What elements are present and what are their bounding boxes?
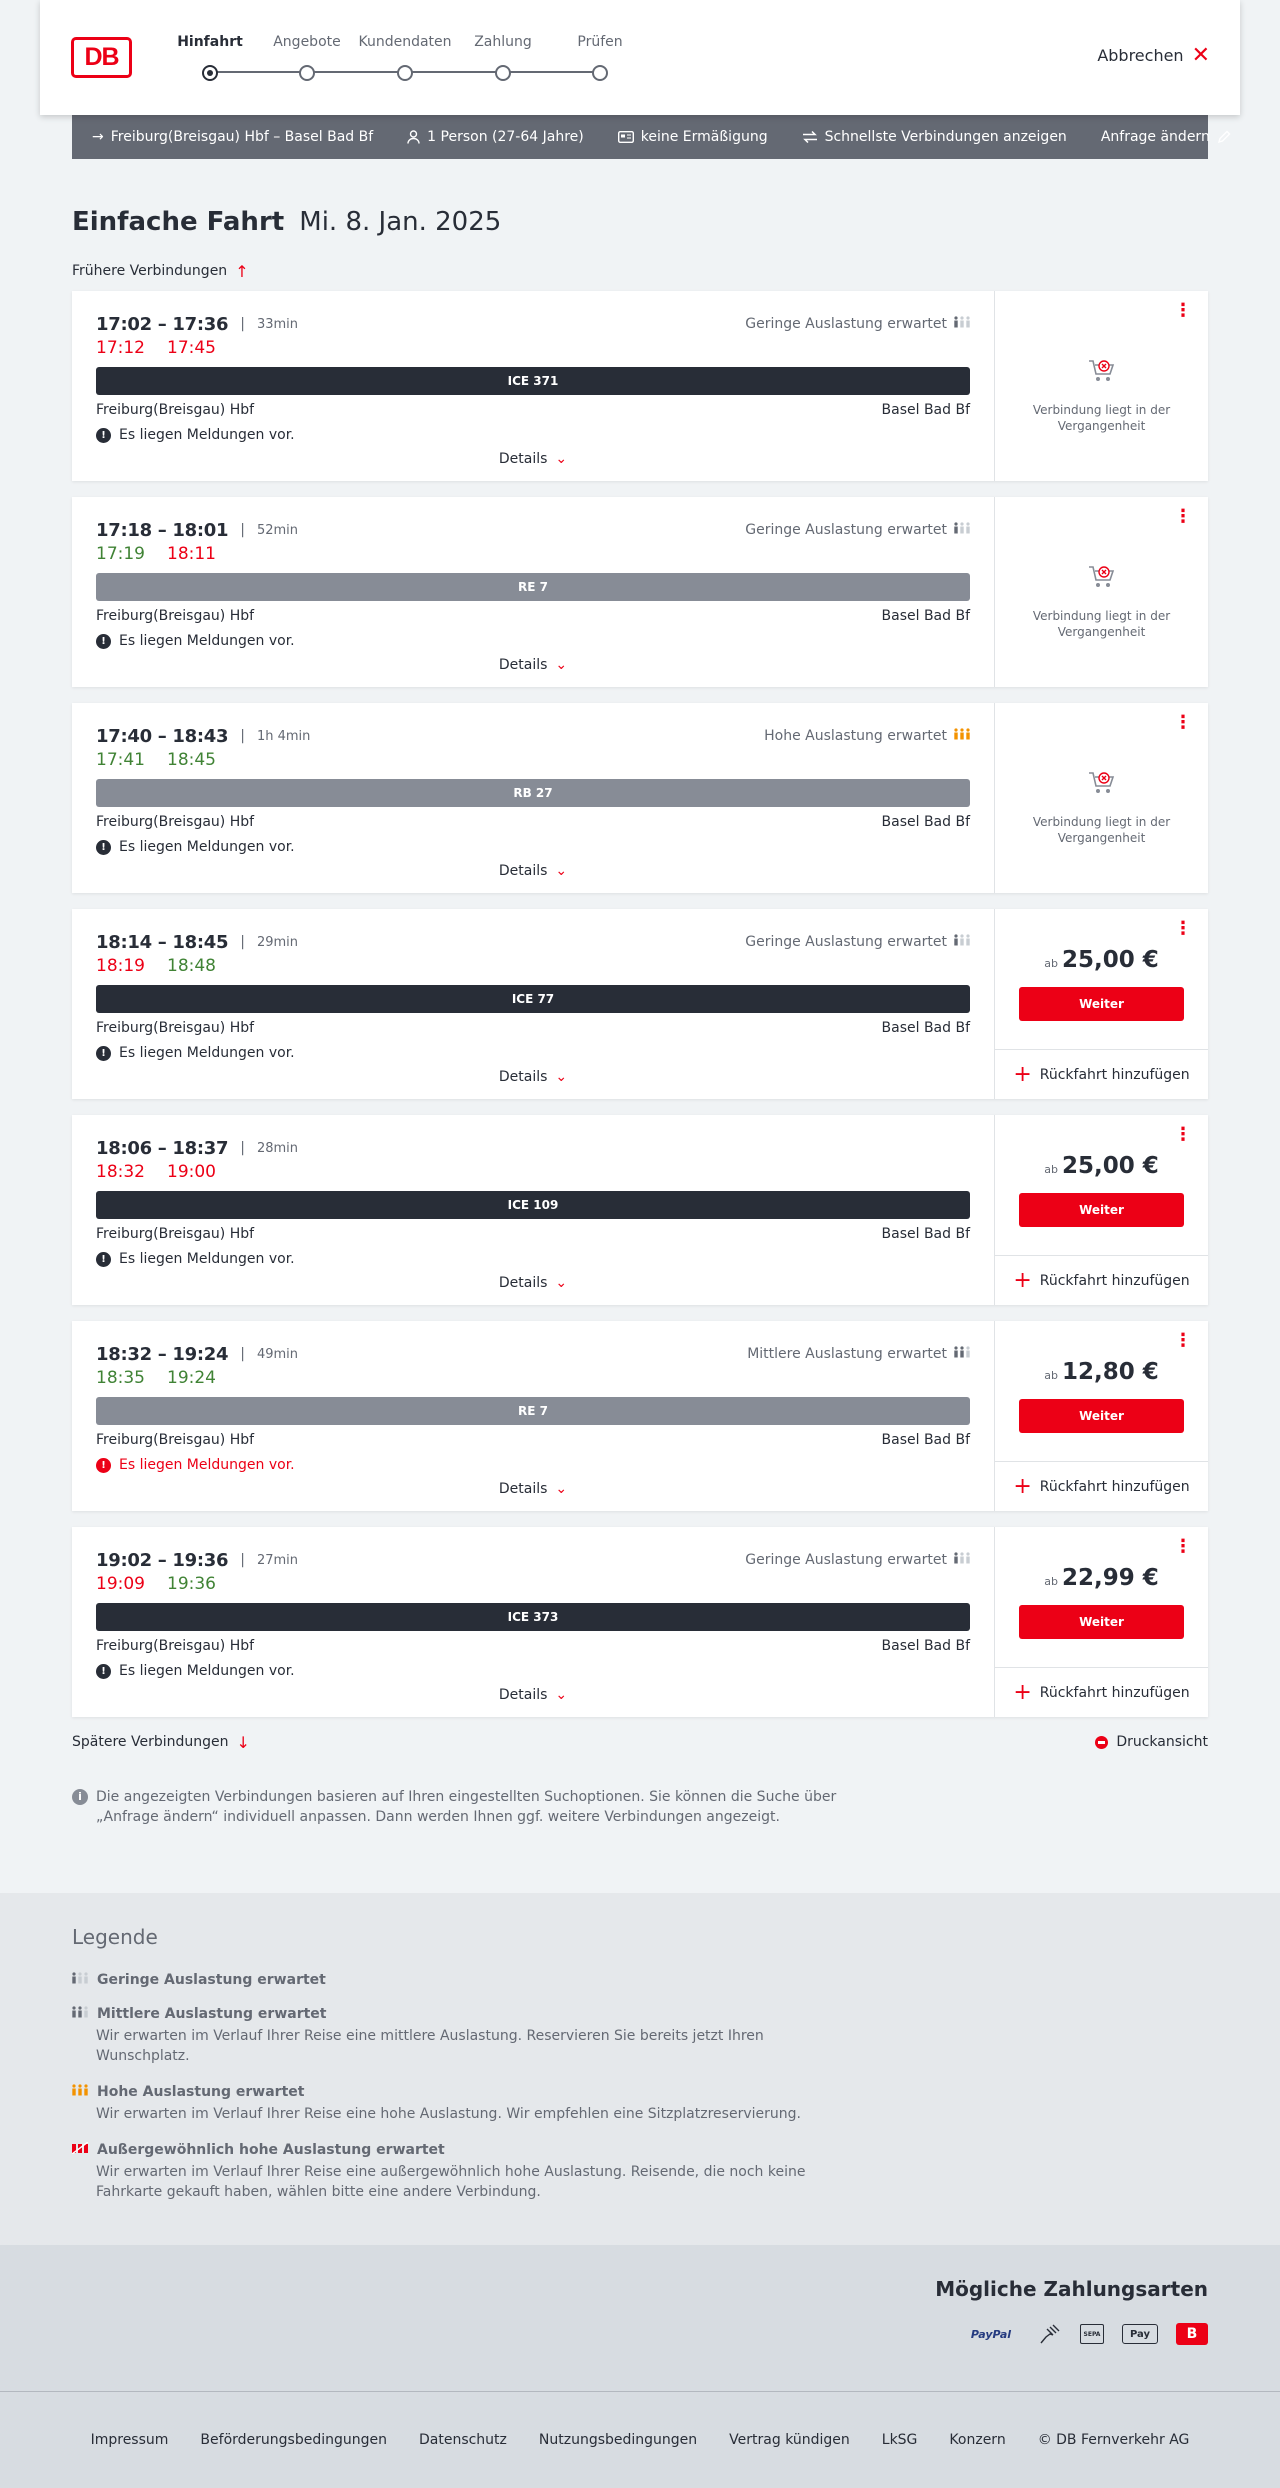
occupancy-text: Geringe Auslastung erwartet [745,1552,947,1568]
price [1044,1153,1159,1179]
train-bar[interactable]: RB 27 [96,779,970,807]
chevron-down-icon: ⌄ [555,1069,568,1085]
price-amount: 22,99 € [1061,1565,1159,1591]
realtime-row [96,338,970,360]
message-text: Es liegen Meldungen vor. [119,633,295,649]
connection-card [72,1321,1208,1511]
messages-notice [96,632,970,650]
fastest-text: Schnellste Verbindungen anzeigen [824,129,1067,145]
message-text: Es liegen Meldungen vor. [119,839,295,855]
card-icon [618,131,634,143]
duration: 27min [256,1552,299,1568]
plus-icon: + [1013,1061,1032,1087]
legend-item [72,1972,1208,1988]
realtime-row [96,1574,970,1596]
print-view-link[interactable] [1095,1734,1208,1750]
connection-details[interactable] [72,1115,995,1305]
close-icon: ✕ [1191,42,1210,68]
step-zahlung [448,34,558,81]
step-label: Prüfen [577,34,623,50]
past-text: Verbindung liegt in der Vergangenheit [1032,815,1171,845]
occupancy-indicator [745,1552,970,1568]
times-row [96,1343,970,1365]
price-prefix: ab [1044,1163,1058,1176]
occupancy-icon [954,1552,970,1568]
cart-unavailable-icon [1088,564,1116,594]
details-label: Details [498,1687,548,1703]
connection-details[interactable] [72,497,995,687]
hand-card-icon [1038,2323,1062,2345]
realtime-arrival: 18:11 [167,544,216,564]
details-toggle[interactable] [72,1275,994,1291]
cart-unavailable-icon [1088,770,1116,800]
pencil-icon [1217,130,1231,144]
past-text: Verbindung liegt in der Vergangenheit [1032,403,1171,433]
connection-details[interactable] [72,1527,995,1717]
exclamation-icon: ! [96,634,111,649]
details-toggle[interactable] [72,1069,994,1085]
chevron-down-icon: ⌄ [555,1687,568,1703]
price-amount: 25,00 € [1061,947,1159,973]
summary-fastest [802,129,1067,145]
details-label: Details [498,1069,548,1085]
occupancy-icon [72,1972,88,1988]
earlier-label: Frühere Verbindungen [72,263,228,279]
step-label: Zahlung [474,34,532,50]
messages-notice [96,1456,970,1474]
cart-unavailable-icon [1088,358,1116,388]
origin-station: Freiburg(Breisgau) Hbf [96,1226,255,1242]
more-options-icon[interactable]: ⋮ [1174,712,1192,733]
duration: 28min [256,1140,299,1156]
step-label: Hinfahrt [177,34,243,50]
plus-icon: + [1013,1679,1032,1705]
connection-card [72,1527,1208,1717]
scheduled-times: 18:32 – 19:24 [96,1343,229,1365]
origin-station: Freiburg(Breisgau) Hbf [96,608,255,624]
payment-title: Mögliche Zahlungsarten [935,2277,1208,2301]
separator: | [240,316,245,332]
more-options-icon[interactable]: ⋮ [1174,1124,1192,1145]
times-row [96,725,970,747]
occupancy-text: Geringe Auslastung erwartet [745,316,947,332]
sepa-icon: SEPA [1080,2324,1104,2344]
details-label: Details [498,451,548,467]
legend-item [72,2006,1208,2066]
exclamation-icon: ! [96,1252,111,1267]
separator: | [240,1346,245,1362]
add-return-label: Rückfahrt hinzufügen [1039,1066,1190,1083]
realtime-departure: 17:19 [96,544,145,564]
separator: | [240,1140,245,1156]
info-icon: i [72,1789,88,1805]
connection-card [72,909,1208,1099]
add-return-button[interactable] [995,1668,1208,1717]
stations-row [96,608,970,626]
scheduled-times: 19:02 – 19:36 [96,1549,229,1571]
destination-station: Basel Bad Bf [881,608,970,624]
stations-row [96,1638,970,1656]
occupancy-text: Mittlere Auslastung erwartet [747,1346,947,1362]
messages-notice [96,1044,970,1062]
stations-row [96,1432,970,1450]
realtime-departure: 17:12 [96,338,145,358]
destination-station: Basel Bad Bf [881,1226,970,1242]
plus-icon: + [1013,1473,1032,1499]
occupancy-indicator [745,934,970,950]
more-options-icon[interactable]: ⋮ [1174,1536,1192,1557]
change-request-button[interactable] [1101,129,1231,145]
messages-notice [96,1250,970,1268]
add-return-button[interactable] [995,1050,1208,1099]
occupancy-icon [72,2006,88,2022]
add-return-label: Rückfahrt hinzufügen [1039,1478,1190,1495]
legend-label: Mittlere Auslastung erwartet [97,2006,327,2022]
offer-panel [995,1527,1208,1717]
connection-card [72,1115,1208,1305]
stations-row [96,1226,970,1244]
duration: 52min [256,522,299,538]
legend-list [72,1972,1208,2202]
connection-card [72,291,1208,481]
origin-station: Freiburg(Breisgau) Hbf [96,814,255,830]
payment-section [0,2245,1280,2391]
search-summary-bar [72,115,1208,159]
message-text: Es liegen Meldungen vor. [119,1045,295,1061]
stations-row [96,814,970,832]
times-row [96,1137,970,1159]
details-toggle[interactable] [72,1481,994,1497]
train-bar[interactable]: RE 7 [96,573,970,601]
summary-route [92,129,373,145]
cancel-button[interactable] [1097,42,1210,68]
chevron-down-icon: ⌄ [555,863,568,879]
details-toggle[interactable] [72,657,994,673]
destination-station: Basel Bad Bf [881,402,970,418]
train-bar[interactable]: ICE 109 [96,1191,970,1219]
footer-link[interactable]: © DB Fernverkehr AG [1037,2432,1190,2448]
price-prefix: ab [1044,1575,1058,1588]
add-return-button[interactable] [995,1256,1208,1305]
arrow-down-icon: ↓ [236,1732,250,1752]
origin-station: Freiburg(Breisgau) Hbf [96,1020,255,1036]
realtime-departure: 19:09 [96,1574,145,1594]
trip-date: Mi. 8. Jan. 2025 [299,207,502,237]
continue-button[interactable]: Weiter [1019,987,1184,1021]
exclamation-icon: ! [96,1664,111,1679]
origin-station: Freiburg(Breisgau) Hbf [96,1432,255,1448]
offer-panel [995,291,1208,481]
step-label: Angebote [273,34,341,50]
scheduled-times: 18:06 – 18:37 [96,1137,229,1159]
separator: | [240,522,245,538]
details-label: Details [498,657,548,673]
occupancy-icon [954,522,970,538]
message-text: Es liegen Meldungen vor. [119,1663,295,1679]
realtime-arrival: 19:24 [167,1368,216,1388]
scheduled-times: 17:02 – 17:36 [96,313,229,335]
realtime-departure: 18:35 [96,1368,145,1388]
more-options-icon[interactable]: ⋮ [1174,506,1192,527]
realtime-arrival: 19:36 [167,1574,216,1594]
duration: 33min [256,316,299,332]
occupancy-icon [954,934,970,950]
destination-station: Basel Bad Bf [881,814,970,830]
info-text: Die angezeigten Verbindungen basieren auf Ihren eingestellten Suchoptionen. Sie können die Suche über „Anfrage ändern“ individuell anpassen. Dann werden Ihnen ggf. weitere Verbindungen angezeigt. [96,1789,837,1825]
persons-text: 1 Person (27-64 Jahre) [427,129,584,145]
times-row [96,931,970,953]
price [1044,947,1159,973]
legend-item-title [72,2084,1208,2100]
cancel-label: Abbrechen [1097,46,1184,65]
page-title [72,207,1208,241]
more-options-icon[interactable]: ⋮ [1174,918,1192,939]
footer-link[interactable]: Datenschutz [418,2432,507,2448]
stations-row [96,1020,970,1038]
step-dot [202,65,218,81]
offer-panel [995,703,1208,893]
chevron-down-icon: ⌄ [555,1275,568,1291]
step-dot [495,65,511,81]
destination-station: Basel Bad Bf [881,1638,970,1654]
connection-details[interactable] [72,291,995,481]
train-bar[interactable]: ICE 371 [96,367,970,395]
chevron-down-icon: ⌄ [555,657,568,673]
details-toggle[interactable] [72,1687,994,1703]
separator: | [240,728,245,744]
trip-type: Einfache Fahrt [72,207,285,237]
paypal-icon: PayPal [970,2327,1012,2341]
origin-station: Freiburg(Breisgau) Hbf [96,1638,255,1654]
continue-button[interactable]: Weiter [1019,1605,1184,1639]
occupancy-icon [72,2084,88,2100]
change-request-label: Anfrage ändern [1100,129,1210,145]
details-toggle[interactable] [72,451,994,467]
legend-title: Legende [72,1925,158,1949]
realtime-arrival: 18:45 [167,750,216,770]
occupancy-icon [72,2142,88,2158]
legend-item [72,2142,1208,2202]
offer-panel [995,497,1208,687]
destination-station: Basel Bad Bf [881,1020,970,1036]
connection-details[interactable] [72,909,995,1099]
arrow-right-icon: → [92,129,104,145]
print-label: Druckansicht [1116,1734,1208,1750]
step-dot [397,65,413,81]
realtime-arrival: 18:48 [167,956,216,976]
chevron-down-icon: ⌄ [555,451,568,467]
price [1044,1565,1159,1591]
footer-link[interactable]: Nutzungsbedingungen [538,2432,698,2448]
continue-button[interactable]: Weiter [1019,1399,1184,1433]
details-toggle[interactable] [72,863,994,879]
realtime-departure: 18:32 [96,1162,145,1182]
exclamation-icon: ! [96,1046,111,1061]
legend-item-title [72,2142,1208,2158]
messages-notice [96,838,970,856]
step-angebote [252,34,362,81]
price-prefix: ab [1044,957,1058,970]
times-row [96,1549,970,1571]
legend-label: Geringe Auslastung erwartet [97,1972,326,1988]
occupancy-icon [954,728,970,744]
realtime-departure: 17:41 [96,750,145,770]
person-icon [407,130,420,144]
origin-station: Freiburg(Breisgau) Hbf [96,402,255,418]
legend-description: Wir erwarten im Verlauf Ihrer Reise eine hohe Auslastung. Wir empfehlen eine Sitzplatzreservierung. [96,2106,801,2122]
footer-link[interactable]: Konzern [949,2432,1006,2448]
realtime-arrival: 19:00 [167,1162,216,1182]
past-text: Verbindung liegt in der Vergangenheit [1032,609,1171,639]
occupancy-icon [954,316,970,332]
message-text: Es liegen Meldungen vor. [119,427,295,443]
header-card [40,0,1240,115]
discount-text: keine Ermäßigung [640,129,768,145]
scheduled-times: 17:18 – 18:01 [96,519,229,541]
offer-panel [995,1115,1208,1305]
connection-details[interactable] [72,1321,995,1511]
step-dot [592,65,608,81]
connection-list [72,291,1208,1717]
times-row [96,519,970,541]
occupancy-text: Hohe Auslastung erwartet [764,728,947,744]
legend-item [72,2084,1208,2124]
legend-section [0,1893,1280,2245]
info-note [72,1787,852,1827]
add-return-button[interactable] [995,1462,1208,1511]
legend-item-title [72,1972,1208,1988]
connection-card [72,703,1208,893]
exclamation-icon: ! [96,840,111,855]
times-row [96,313,970,335]
apple-pay-icon: Pay [1122,2324,1158,2344]
separator: | [240,934,245,950]
step-pruefen [545,34,655,81]
legend-description: Wir erwarten im Verlauf Ihrer Reise eine mittlere Auslastung. Reservieren Sie bereits jetzt Ihren Wunschplatz. [96,2028,764,2064]
details-label: Details [498,1275,548,1291]
legend-label: Außergewöhnlich hohe Auslastung erwartet [97,2142,445,2158]
print-icon [1095,1736,1108,1749]
realtime-row [96,544,970,566]
later-label: Spätere Verbindungen [72,1734,229,1750]
connection-details[interactable] [72,703,995,893]
scheduled-times: 17:40 – 18:43 [96,725,229,747]
step-dot [299,65,315,81]
occupancy-text: Geringe Auslastung erwartet [745,522,947,538]
swap-arrows-icon [802,131,818,143]
step-hinfahrt [155,34,265,81]
realtime-row [96,1368,970,1390]
price-prefix: ab [1044,1369,1058,1382]
earlier-connections-link[interactable] [72,261,1208,281]
footer-link[interactable]: Vertrag kündigen [729,2432,850,2448]
separator: | [240,1552,245,1568]
add-return-label: Rückfahrt hinzufügen [1039,1272,1190,1289]
summary-persons [407,129,584,145]
payment-methods [962,2323,1208,2345]
realtime-row [96,956,970,978]
realtime-row [96,750,970,772]
occupancy-text: Geringe Auslastung erwartet [745,934,947,950]
continue-button[interactable]: Weiter [1019,1193,1184,1227]
footer-link[interactable]: LkSG [881,2432,918,2448]
occupancy-icon [954,1346,970,1362]
chevron-down-icon: ⌄ [555,1481,568,1497]
footer-link[interactable]: Beförderungsbedingungen [200,2432,387,2448]
arrow-up-icon: ↑ [235,261,249,281]
realtime-departure: 18:19 [96,956,145,976]
db-logo[interactable]: DB [71,37,132,78]
duration: 49min [256,1346,299,1362]
list-footer [72,1733,1208,1751]
duration: 29min [256,934,299,950]
stations-row [96,402,970,420]
scheduled-times: 18:14 – 18:45 [96,931,229,953]
db-card-icon: B [1176,2323,1208,2345]
step-label: Kundendaten [358,34,452,50]
legend-item-title [72,2006,1208,2022]
train-bar[interactable]: ICE 77 [96,985,970,1013]
offer-panel [995,1321,1208,1511]
price [1044,1359,1159,1385]
more-options-icon[interactable]: ⋮ [1174,300,1192,321]
exclamation-icon: ! [96,1458,111,1473]
add-return-label: Rückfahrt hinzufügen [1039,1684,1190,1701]
header [0,0,1280,115]
occupancy-indicator [747,1346,970,1362]
price-amount: 12,80 € [1061,1359,1159,1385]
footer [0,2391,1280,2488]
occupancy-indicator [764,728,970,744]
footer-link[interactable]: Impressum [90,2432,169,2448]
messages-notice [96,1662,970,1680]
realtime-row [96,1162,970,1184]
later-connections-link[interactable] [72,1733,250,1752]
messages-notice [96,426,970,444]
plus-icon: + [1013,1267,1032,1293]
exclamation-icon: ! [96,428,111,443]
realtime-arrival: 17:45 [167,338,216,358]
step-kundendaten [350,34,460,81]
duration: 1h 4min [256,728,311,744]
message-text: Es liegen Meldungen vor. [119,1251,295,1267]
details-label: Details [498,1481,548,1497]
connection-card [72,497,1208,687]
summary-discount [618,129,768,145]
legend-label: Hohe Auslastung erwartet [97,2084,305,2100]
more-options-icon[interactable]: ⋮ [1174,1330,1192,1351]
offer-panel [995,909,1208,1099]
price-amount: 25,00 € [1061,1153,1159,1179]
train-bar[interactable]: RE 7 [96,1397,970,1425]
message-text: Es liegen Meldungen vor. [119,1457,295,1473]
occupancy-indicator [745,316,970,332]
details-label: Details [498,863,548,879]
occupancy-indicator [745,522,970,538]
destination-station: Basel Bad Bf [881,1432,970,1448]
legend-description: Wir erwarten im Verlauf Ihrer Reise eine außergewöhnlich hohe Auslastung. Reisende, die noch keine Fahrkarte gekauft haben, wählen bitte eine andere Verbindung. [96,2164,806,2200]
progress-stepper [177,34,630,84]
route-text: Freiburg(Breisgau) Hbf – Basel Bad Bf [110,129,374,145]
train-bar[interactable]: ICE 373 [96,1603,970,1631]
